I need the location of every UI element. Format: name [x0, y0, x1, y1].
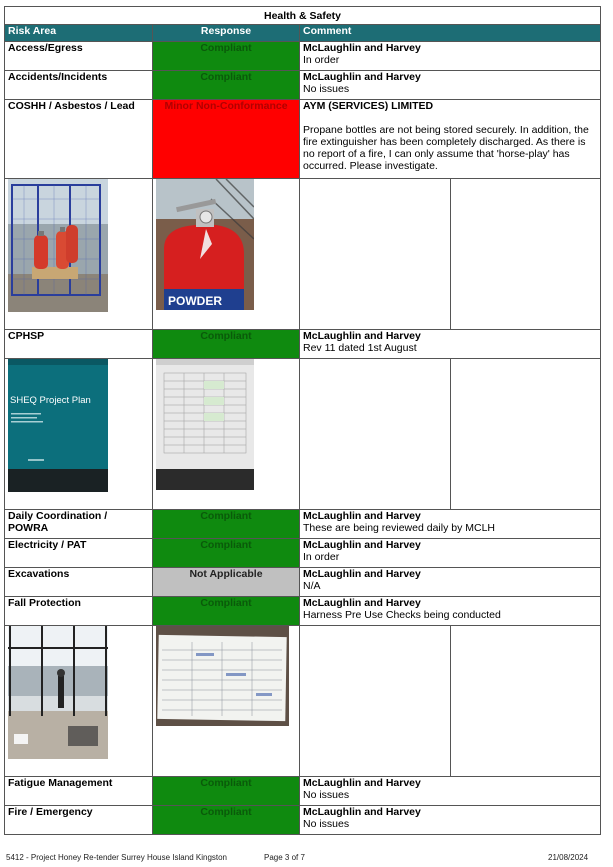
comment-cell — [300, 42, 601, 71]
response-badge: Compliant — [153, 42, 300, 71]
comment-text: In order — [303, 54, 340, 66]
comment-text: Rev 11 dated 1st August — [303, 342, 417, 354]
company-name: McLaughlin and Harvey — [303, 539, 421, 551]
company-name: AYM (SERVICES) LIMITED — [303, 100, 434, 112]
photo-cell-empty — [451, 179, 601, 330]
response-badge: Compliant — [153, 806, 300, 835]
risk-area: Access/Egress — [5, 42, 153, 71]
document-screen-photo — [156, 359, 254, 490]
photo-cell-empty — [300, 626, 451, 777]
risk-area: Fall Protection — [5, 597, 153, 626]
company-name: McLaughlin and Harvey — [303, 777, 421, 789]
photo-cell-empty — [451, 626, 601, 777]
table-row — [5, 71, 601, 100]
photo-cell — [5, 626, 153, 777]
comment-text: N/A — [303, 580, 321, 592]
photo-row — [5, 179, 601, 330]
comment-text: In order — [303, 551, 340, 563]
comment-text: No issues — [303, 818, 350, 830]
table-row — [5, 777, 601, 806]
comment-cell — [300, 777, 601, 806]
comment-text: No issues — [303, 83, 350, 95]
photo-cell — [5, 359, 153, 510]
header-comment: Comment — [300, 25, 601, 42]
risk-area: COSHH / Asbestos / Lead — [5, 100, 153, 179]
harness-checklist-photo — [156, 626, 289, 726]
comment-cell — [300, 71, 601, 100]
company-name: McLaughlin and Harvey — [303, 510, 421, 522]
comment-text: No issues — [303, 789, 350, 801]
risk-area: Daily Coordination / POWRA — [5, 510, 153, 539]
risk-area: Fatigue Management — [5, 777, 153, 806]
risk-area: Accidents/Incidents — [5, 71, 153, 100]
comment-cell — [300, 539, 601, 568]
comment-cell — [300, 100, 601, 179]
company-name: McLaughlin and Harvey — [303, 806, 421, 818]
table-row — [5, 510, 601, 539]
response-badge: Compliant — [153, 330, 300, 359]
extinguisher-label: POWDER — [168, 294, 222, 308]
window-worker-photo — [8, 626, 108, 759]
comment-cell — [300, 568, 601, 597]
table-row — [5, 568, 601, 597]
extinguisher-photo — [156, 179, 254, 310]
comment-text: Propane bottles are not being stored securely. In addition, the fire extinguisher has been completely discharged. As there is no report of a fire, I can only assume that 'horse-play' has occurred. Please investigate. — [303, 124, 589, 172]
photo-row — [5, 359, 601, 510]
response-badge: Minor Non-Conformance — [153, 100, 300, 179]
table-row — [5, 806, 601, 835]
company-name: McLaughlin and Harvey — [303, 568, 421, 580]
section-title: Health & Safety — [5, 7, 601, 25]
table-row — [5, 539, 601, 568]
comment-text: Harness Pre Use Checks being conducted — [303, 609, 501, 621]
photo-cell-empty — [300, 359, 451, 510]
comment-text: These are being reviewed daily by MCLH — [303, 522, 496, 534]
table-row — [5, 597, 601, 626]
header-response: Response — [153, 25, 300, 42]
table-row — [5, 42, 601, 71]
company-name: McLaughlin and Harvey — [303, 597, 421, 609]
risk-area: CPHSP — [5, 330, 153, 359]
photo-row — [5, 626, 601, 777]
response-badge: Not Applicable — [153, 568, 300, 597]
comment-cell — [300, 597, 601, 626]
company-name: McLaughlin and Harvey — [303, 71, 421, 83]
footer-page-number: Page 3 of 7 — [264, 853, 305, 862]
photo-cell-empty — [451, 359, 601, 510]
photo-cell — [5, 179, 153, 330]
response-badge: Compliant — [153, 539, 300, 568]
photo-cell — [153, 359, 300, 510]
comment-cell — [300, 330, 601, 359]
comment-cell — [300, 806, 601, 835]
photo-cell-empty — [300, 179, 451, 330]
table-row — [5, 330, 601, 359]
footer-date: 21/08/2024 — [548, 853, 589, 862]
footer-project: 5412 - Project Honey Re-tender Surrey House Island Kingston — [6, 853, 228, 862]
company-name: McLaughlin and Harvey — [303, 42, 421, 54]
response-badge: Compliant — [153, 510, 300, 539]
comment-cell — [300, 510, 601, 539]
sheq-plan-title: SHEQ Project Plan — [10, 395, 91, 406]
table-row — [5, 100, 601, 179]
sheq-plan-photo — [8, 359, 108, 492]
risk-area: Excavations — [5, 568, 153, 597]
health-safety-table — [4, 6, 601, 835]
response-badge: Compliant — [153, 71, 300, 100]
risk-area: Fire / Emergency — [5, 806, 153, 835]
response-badge: Compliant — [153, 777, 300, 806]
response-badge: Compliant — [153, 597, 300, 626]
header-risk-area: Risk Area — [5, 25, 153, 42]
risk-area: Electricity / PAT — [5, 539, 153, 568]
photo-cell — [153, 626, 300, 777]
photo-cell — [153, 179, 300, 330]
company-name: McLaughlin and Harvey — [303, 330, 421, 342]
propane-cage-photo — [8, 179, 108, 312]
